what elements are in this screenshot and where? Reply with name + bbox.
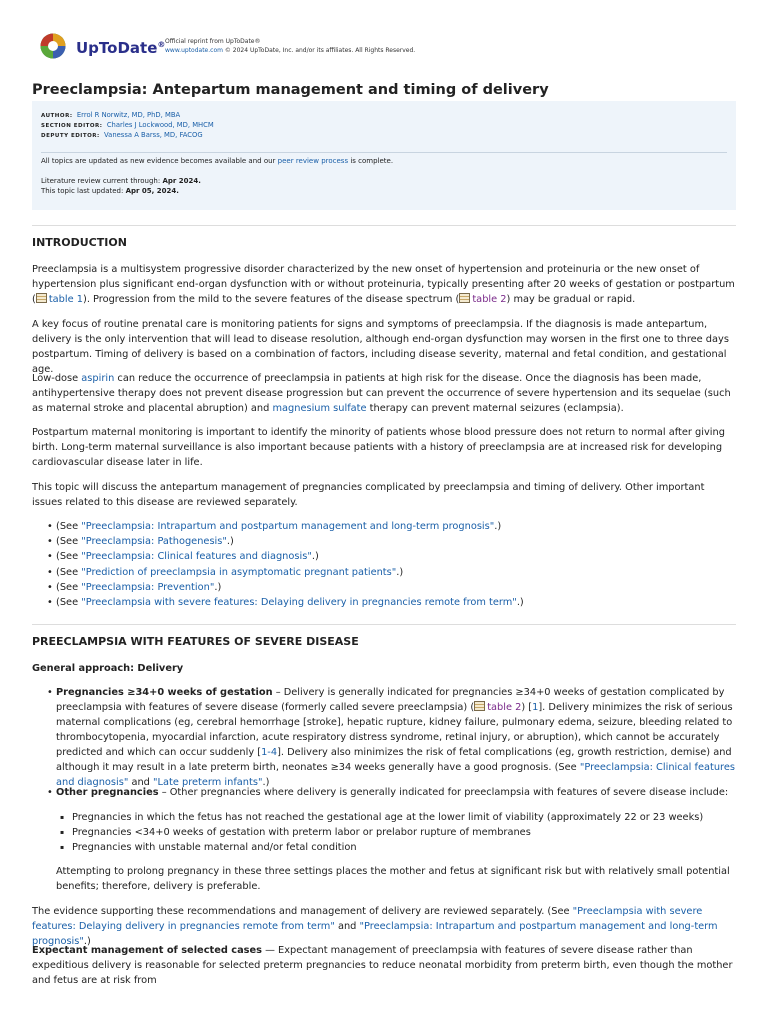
related-topic-link[interactable]: "Preeclampsia with severe features: Delaying delivery in pregnancies remote from term"	[32, 906, 703, 932]
related-topic-link[interactable]: "Preeclampsia with severe features: Delaying delivery in pregnancies remote from term"	[81, 597, 517, 609]
related-topic-link[interactable]: "Preeclampsia: Intrapartum and postpartum management and long-term prognosis"	[32, 921, 718, 947]
bullet-34-weeks: • Pregnancies ≥34+0 weeks of gestation – Delivery is generally indicated for pregnancies ≥34+0 weeks of gestation complicated by preeclampsia with features of severe disease (formerly called severe preeclampsia) ( table 2) [1]. Delivery minimizes the risk of serious maternal complications (eg, cerebral hemorrhage [stroke], hepatic rupture, kidney failure, pulmonary edema, seizure, bleeding related to thrombocytopenia, myocardial infarction, acute respiratory distress syndrome, retinal injury, or abruption), which cannot be accurately predicted and which can occur suddenly [1-4]. Delivery also minimizes the risk of fetal complications (eg, growth restriction, demise) and although it may result in a late preterm birth, neonates ≥34 weeks generally have a good prognosis. (See "Preeclampsia: Clinical features and diagnosis" and "Late preterm infants".)	[47, 687, 735, 788]
reference-link[interactable]: 1	[532, 702, 539, 713]
magnesium-sulfate-link[interactable]: magnesium sulfate	[272, 403, 367, 414]
brand-name: UpToDate®	[76, 39, 166, 57]
table-icon	[36, 293, 47, 303]
deputy-editor-line: DEPUTY EDITOR: Vanessa A Barss, MD, FACOG	[41, 131, 203, 139]
table-icon	[474, 701, 485, 711]
related-topic-link[interactable]: "Preeclampsia: Intrapartum and postpartum management and long-term prognosis"	[81, 521, 495, 532]
evidence-paragraph: The evidence supporting these recommendations and management of delivery are reviewed separately. (See "Preeclampsia with severe features: Delaying delivery in pregnancies remote from term" and "Preeclampsia: Intrapartum and postpartum management and long-term prognosis".)	[32, 906, 718, 947]
table-2-link[interactable]: table 2	[487, 702, 522, 713]
topic-info-box	[32, 101, 736, 210]
section-divider	[32, 624, 736, 625]
info-divider	[41, 152, 727, 153]
table-2-link[interactable]: table 2	[472, 294, 507, 305]
related-topic-link[interactable]: "Preeclampsia: Pathogenesis"	[81, 536, 227, 548]
peer-review-link[interactable]: peer review process	[277, 157, 349, 165]
uptodate-logo-icon	[40, 33, 66, 59]
header	[40, 30, 740, 62]
related-topic-link[interactable]: "Preeclampsia: Clinical features and diagnosis"	[81, 551, 312, 563]
section-editor-line: SECTION EDITOR: Charles J Lockwood, MD, MHCM	[41, 121, 214, 129]
related-topic-link[interactable]: "Late preterm infants"	[153, 777, 263, 788]
intro-paragraph-3: Low-dose aspirin can reduce the occurrence of preeclampsia in patients at high risk for the disease. Once the diagnosis has been made, antihypertensive therapy does not prevent disease progression but can prevent the occurrence of severe hypertension and its sequelae (such as maternal stroke and placental abruption) and magnesium sulfate therapy can prevent maternal seizures (eclampsia).	[32, 373, 731, 414]
expectant-management-paragraph: Expectant management of selected cases — Expectant management of preeclampsia with features of severe disease rather than expeditious delivery is reasonable for selected preterm pregnancies to reduce neonatal morbidity from preterm birth, even though the mother and fetus are at risk from	[32, 945, 733, 986]
reference-link[interactable]: 1-4	[261, 747, 278, 758]
table-icon	[459, 293, 470, 303]
aspirin-link[interactable]: aspirin	[81, 373, 115, 384]
section-divider	[32, 225, 736, 226]
uptodate-link[interactable]: www.uptodate.com	[165, 47, 223, 54]
intro-paragraph-2: A key focus of routine prenatal care is monitoring patients for signs and symptoms of preeclampsia. If the diagnosis is made antepartum, delivery is the only intervention that will lead to disease resolution, although end-organ dysfunction may worsen in the first one to three days postpartum. Timing of delivery is based on a combination of factors, including disease severity, maternal and fetal condition, and gestational age.	[32, 319, 729, 375]
section-editor-link[interactable]: Charles J Lockwood, MD, MHCM	[106, 121, 214, 129]
related-topics-list	[47, 519, 524, 610]
list-item: • (See "Prediction of preeclampsia in asymptomatic pregnant patients".)	[47, 565, 524, 580]
introduction-heading: INTRODUCTION	[32, 236, 127, 249]
last-updated-date: This topic last updated: Apr 05, 2024.	[41, 187, 179, 195]
author-link[interactable]: Errol R Norwitz, MD, PhD, MBA	[76, 111, 181, 119]
reprint-notice: Official reprint from UpToDate® www.uptodate.com © 2024 UpToDate, Inc. and/or its affiliates. All Rights Reserved.	[165, 38, 416, 54]
page-title: Preeclampsia: Antepartum management and timing of delivery	[32, 82, 549, 98]
bullet-other-pregnancies: • Other pregnancies – Other pregnancies where delivery is generally indicated for preeclampsia with features of severe disease include:	[47, 787, 729, 798]
list-item: ▪ Pregnancies <34+0 weeks of gestation with preterm labor or prelabor rupture of membranes	[72, 825, 703, 840]
related-topic-link[interactable]: "Preeclampsia: Prevention"	[81, 581, 215, 593]
general-approach-subheading: General approach: Delivery	[32, 663, 184, 674]
literature-review-date: Literature review current through: Apr 2024.	[41, 177, 201, 185]
intro-paragraph-4: Postpartum maternal monitoring is important to identify the minority of patients whose blood pressure does not return to normal after giving birth. Long-term maternal surveillance is also important because patients with a history of preeclampsia are at increased risk for developing cardiovascular disease later in life.	[32, 427, 725, 468]
list-item: • (See "Preeclampsia with severe features: Delaying delivery in pregnancies remote from term".)	[47, 595, 524, 610]
attempt-paragraph: Attempting to prolong pregnancy in these three settings places the mother and fetus at significant risk but with relatively small potential benefits; therefore, delivery is preferable.	[56, 866, 730, 892]
other-pregnancies-list	[72, 810, 703, 856]
list-item: ▪ Pregnancies in which the fetus has not reached the gestational age at the lower limit of viability (approximately 22 or 23 weeks)	[72, 810, 703, 825]
author-line: AUTHOR: Errol R Norwitz, MD, PhD, MBA	[41, 111, 181, 119]
intro-paragraph-5: This topic will discuss the antepartum management of pregnancies complicated by preeclampsia and timing of delivery. Other important issues related to this disease are reviewed separately.	[32, 482, 705, 508]
list-item: • (See "Preeclampsia: Intrapartum and postpartum management and long-term prognosis".)	[47, 519, 524, 534]
related-topic-link[interactable]: "Prediction of preeclampsia in asymptomatic pregnant patients"	[81, 566, 397, 578]
intro-paragraph-1: Preeclampsia is a multisystem progressive disorder characterized by the new onset of hypertension and proteinuria or the new onset of hypertension plus significant end-organ dysfunction with or without proteinuria, typically presenting after 20 weeks of gestation or postpartum ( table 1). Progression from the mild to the severe features of the disease spectrum ( table 2) may be gradual or rapid.	[32, 264, 735, 305]
list-item: • (See "Preeclampsia: Pathogenesis".)	[47, 534, 524, 549]
list-item: ▪ Pregnancies with unstable maternal and/or fetal condition	[72, 840, 703, 855]
severe-features-heading: PREECLAMPSIA WITH FEATURES OF SEVERE DISEASE	[32, 635, 359, 648]
deputy-editor-link[interactable]: Vanessa A Barss, MD, FACOG	[104, 131, 203, 139]
table-1-link[interactable]: table 1	[48, 294, 83, 305]
related-topic-link[interactable]: "Preeclampsia: Clinical features and diagnosis"	[56, 762, 735, 788]
list-item: • (See "Preeclampsia: Clinical features and diagnosis".)	[47, 549, 524, 564]
list-item: • (See "Preeclampsia: Prevention".)	[47, 580, 524, 595]
update-note: All topics are updated as new evidence becomes available and our peer review process is complete.	[41, 157, 394, 165]
